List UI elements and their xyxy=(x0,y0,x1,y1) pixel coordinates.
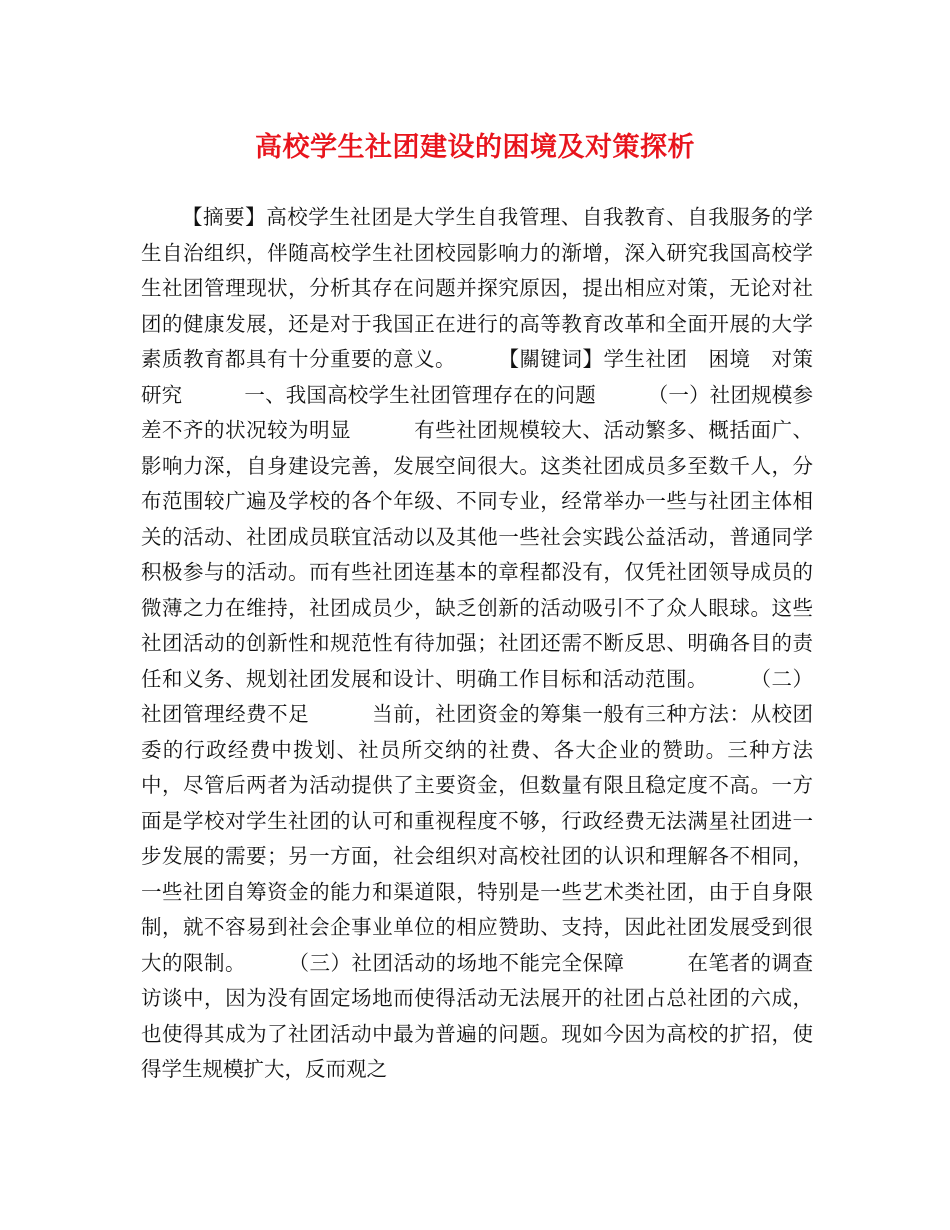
document-body: 【摘要】高校学生社团是大学生自我管理、自我教育、自我服务的学生自治组织，伴随高校学生社团校园影响力的渐增，深入研究我国高校学生社团管理现状，分析其存在问题并探究原因，提出相应对策，无论对社团的健康发展，还是对于我国正在进行的高等教育改革和全面开展的大学素质教育都具有十分重要的意义。 【關键词】学生社团 困境 对策研究 一、我国高校学生社团管理存在的问题 （一）社团规模参差不齐的状况较为明显 有些社团规模较大、活动繁多、概括面广、影响力深，自身建设完善，发展空间很大。这类社团成员多至数千人，分布范围较广遍及学校的各个年级、不同专业，经常举办一些与社团主体相关的活动、社团成员联宜活动以及其他一些社会实践公益活动，普通同学积极参与的活动。而有些社团连基本的章程都没有，仅凭社团领导成员的微薄之力在维持，社团成员少，缺乏创新的活动吸引不了众人眼球。这些社团活动的创新性和规范性有待加强；社团还需不断反思、明确各目的责任和义务、规划社团发展和设计、明确工作目标和活动范围。 （二）社团管理经费不足 当前，社团资金的筹集一般有三种方法：从校团委的行政经费中拨划、社员所交纳的社费、各大企业的赞助。三种方法中，尽管后两者为活动提供了主要资金，但数量有限且稳定度不高。一方面是学校对学生社团的认可和重视程度不够，行政经费无法满星社团进一步发展的需要；另一方面，社会组织对高校社团的认识和理解各不相同，一些社团自筹资金的能力和渠道限，特别是一些艺术类社团，由于自身限制，就不容易到社会企事业单位的相应赞助、支持，因此社团发展受到很大的限制。 （三）社团活动的场地不能完全保障 在笔者的调查访谈中，因为没有固定场地而使得活动无法展开的社团占总社团的六成，也使得其成为了社团活动中最为普遍的问题。现如今因为高校的扩招，使得学生规模扩大，反而观之 xyxy=(141,205,813,1081)
document-title: 高校学生社团建设的困境及对策探析 xyxy=(255,132,695,163)
